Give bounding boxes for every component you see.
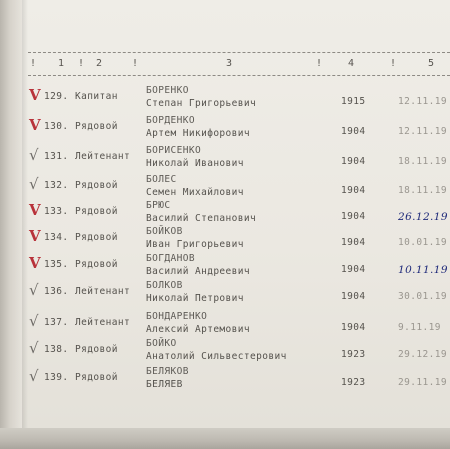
- table-row: [0, 338, 450, 367]
- given-name: Анатолий Сильвестерович: [146, 351, 287, 362]
- birth-year: 1915: [341, 96, 366, 107]
- table-row: [0, 311, 450, 340]
- rank: Лейтенант: [75, 317, 131, 328]
- check-mark-icon: √: [29, 367, 39, 385]
- table-row: [0, 280, 450, 309]
- date: 18.11.19: [398, 156, 447, 167]
- rank: Рядовой: [75, 259, 118, 270]
- birth-year: 1904: [341, 156, 366, 167]
- date: 10.11.19: [398, 264, 448, 276]
- surname: БРЮС: [146, 200, 171, 211]
- surname: БОЛЕС: [146, 174, 177, 185]
- given-name: Василий Степанович: [146, 213, 257, 224]
- date: 29.12.19: [398, 349, 447, 360]
- given-name: Артем Никифорович: [146, 128, 251, 139]
- entry-number: 137.: [44, 317, 69, 328]
- date: 9.11.19: [398, 322, 441, 333]
- entry-number: 134.: [44, 232, 69, 243]
- given-name: Николай Петрович: [146, 293, 244, 304]
- rank: Лейтенант: [75, 286, 131, 297]
- check-mark-icon: V: [29, 227, 41, 245]
- header-top-rule: [28, 52, 450, 53]
- header-col-5: 5: [428, 58, 436, 69]
- entry-number: 133.: [44, 206, 69, 217]
- birth-year: 1904: [341, 185, 366, 196]
- check-mark-icon: V: [29, 201, 41, 219]
- date: 30.01.19: [398, 291, 447, 302]
- table-row: [0, 253, 450, 282]
- surname: БОГДАНОВ: [146, 253, 195, 264]
- table-row: [0, 226, 450, 255]
- check-mark-icon: √: [29, 281, 39, 299]
- date: 12.11.19: [398, 96, 447, 107]
- rank: Капитан: [75, 91, 118, 102]
- entry-number: 130.: [44, 121, 69, 132]
- date: 12.11.19: [398, 126, 447, 137]
- surname: БОРЕНКО: [146, 85, 189, 96]
- header-col-3: 3: [226, 58, 234, 69]
- entry-number: 135.: [44, 259, 69, 270]
- check-mark-icon: √: [29, 175, 39, 193]
- rank: Рядовой: [75, 232, 118, 243]
- check-mark-icon: V: [29, 86, 41, 104]
- birth-year: 1904: [341, 291, 366, 302]
- rank: Рядовой: [75, 344, 118, 355]
- given-name: Степан Григорьевич: [146, 98, 257, 109]
- header-bottom-rule: [28, 75, 450, 76]
- ledger-page: ! 1 ! 2 ! 3 ! 4 ! 5 V 129. Капитан БОРЕНКО Степан Григорьевич 1915 12.11.19 V 130. Рядовой БОРДЕНКО Артем Никифорович 1904 12.11.19 √ 131. Лейтенант БОРИСЕНКО Николай Иванович 1904 18.11.19 √ 132. Рядовой БОЛЕС Семен Михайлович 1904 18.11.19 V 133. Рядовой БРЮС Василий Степанович 1904 26.12.19 V 134. Рядовой БОЙКОВ Иван Григорьевич 1904 10.01.19 V 135. Рядовой БОГДАНОВ Василий Андреевич 1904 10.11.19 √ 136. Лейтенант БОЛКОВ Николай Петрович 1904 30.01.19 √ 137. Лейтенант БОНДАРЕНКО Алексий Артемович 1904 9.11.19 √ 138. Рядовой БОЙКО Анатолий Сильвестерович 1923 29.12.19 √ 139. Рядовой БЕЛЯКОВ БЕЛЯЕВ 1923 29.11.19: [0, 0, 450, 449]
- header-col-2: 2: [96, 58, 104, 69]
- birth-year: 1904: [341, 237, 366, 248]
- table-row: [0, 85, 450, 114]
- surname: БЕЛЯКОВ: [146, 366, 189, 377]
- date: 26.12.19: [398, 211, 448, 223]
- entry-number: 139.: [44, 372, 69, 383]
- table-row: [0, 174, 450, 203]
- entry-number: 132.: [44, 180, 69, 191]
- rank: Рядовой: [75, 372, 118, 383]
- birth-year: 1923: [341, 377, 366, 388]
- entry-number: 129.: [44, 91, 69, 102]
- surname: БОРИСЕНКО: [146, 145, 202, 156]
- given-name: Иван Григорьевич: [146, 239, 244, 250]
- surname: БОЙКО: [146, 338, 177, 349]
- table-row: [0, 366, 450, 395]
- birth-year: 1904: [341, 264, 366, 275]
- page-bottom-edge: [0, 428, 450, 449]
- surname: БОЙКОВ: [146, 226, 183, 237]
- check-mark-icon: √: [29, 339, 39, 357]
- date: 18.11.19: [398, 185, 447, 196]
- date: 10.01.19: [398, 237, 447, 248]
- rank: Рядовой: [75, 206, 118, 217]
- surname: БОРДЕНКО: [146, 115, 195, 126]
- birth-year: 1904: [341, 322, 366, 333]
- rank: Рядовой: [75, 180, 118, 191]
- entry-number: 131.: [44, 151, 69, 162]
- table-row: [0, 200, 450, 229]
- header-col-4: 4: [348, 58, 356, 69]
- rank: Лейтенант: [75, 151, 131, 162]
- given-name: Николай Иванович: [146, 158, 244, 169]
- given-name: БЕЛЯЕВ: [146, 379, 183, 390]
- header-col-1: 1: [58, 58, 66, 69]
- date: 29.11.19: [398, 377, 447, 388]
- table-row: [0, 145, 450, 174]
- surname: БОНДАРЕНКО: [146, 311, 208, 322]
- check-mark-icon: √: [29, 146, 39, 164]
- table-row: [0, 115, 450, 144]
- check-mark-icon: V: [29, 254, 41, 272]
- given-name: Василий Андреевич: [146, 266, 251, 277]
- check-mark-icon: V: [29, 116, 41, 134]
- given-name: Семен Михайлович: [146, 187, 244, 198]
- rank: Рядовой: [75, 121, 118, 132]
- birth-year: 1923: [341, 349, 366, 360]
- birth-year: 1904: [341, 126, 366, 137]
- entry-number: 138.: [44, 344, 69, 355]
- entry-number: 136.: [44, 286, 69, 297]
- given-name: Алексий Артемович: [146, 324, 251, 335]
- birth-year: 1904: [341, 211, 366, 222]
- check-mark-icon: √: [29, 312, 39, 330]
- surname: БОЛКОВ: [146, 280, 183, 291]
